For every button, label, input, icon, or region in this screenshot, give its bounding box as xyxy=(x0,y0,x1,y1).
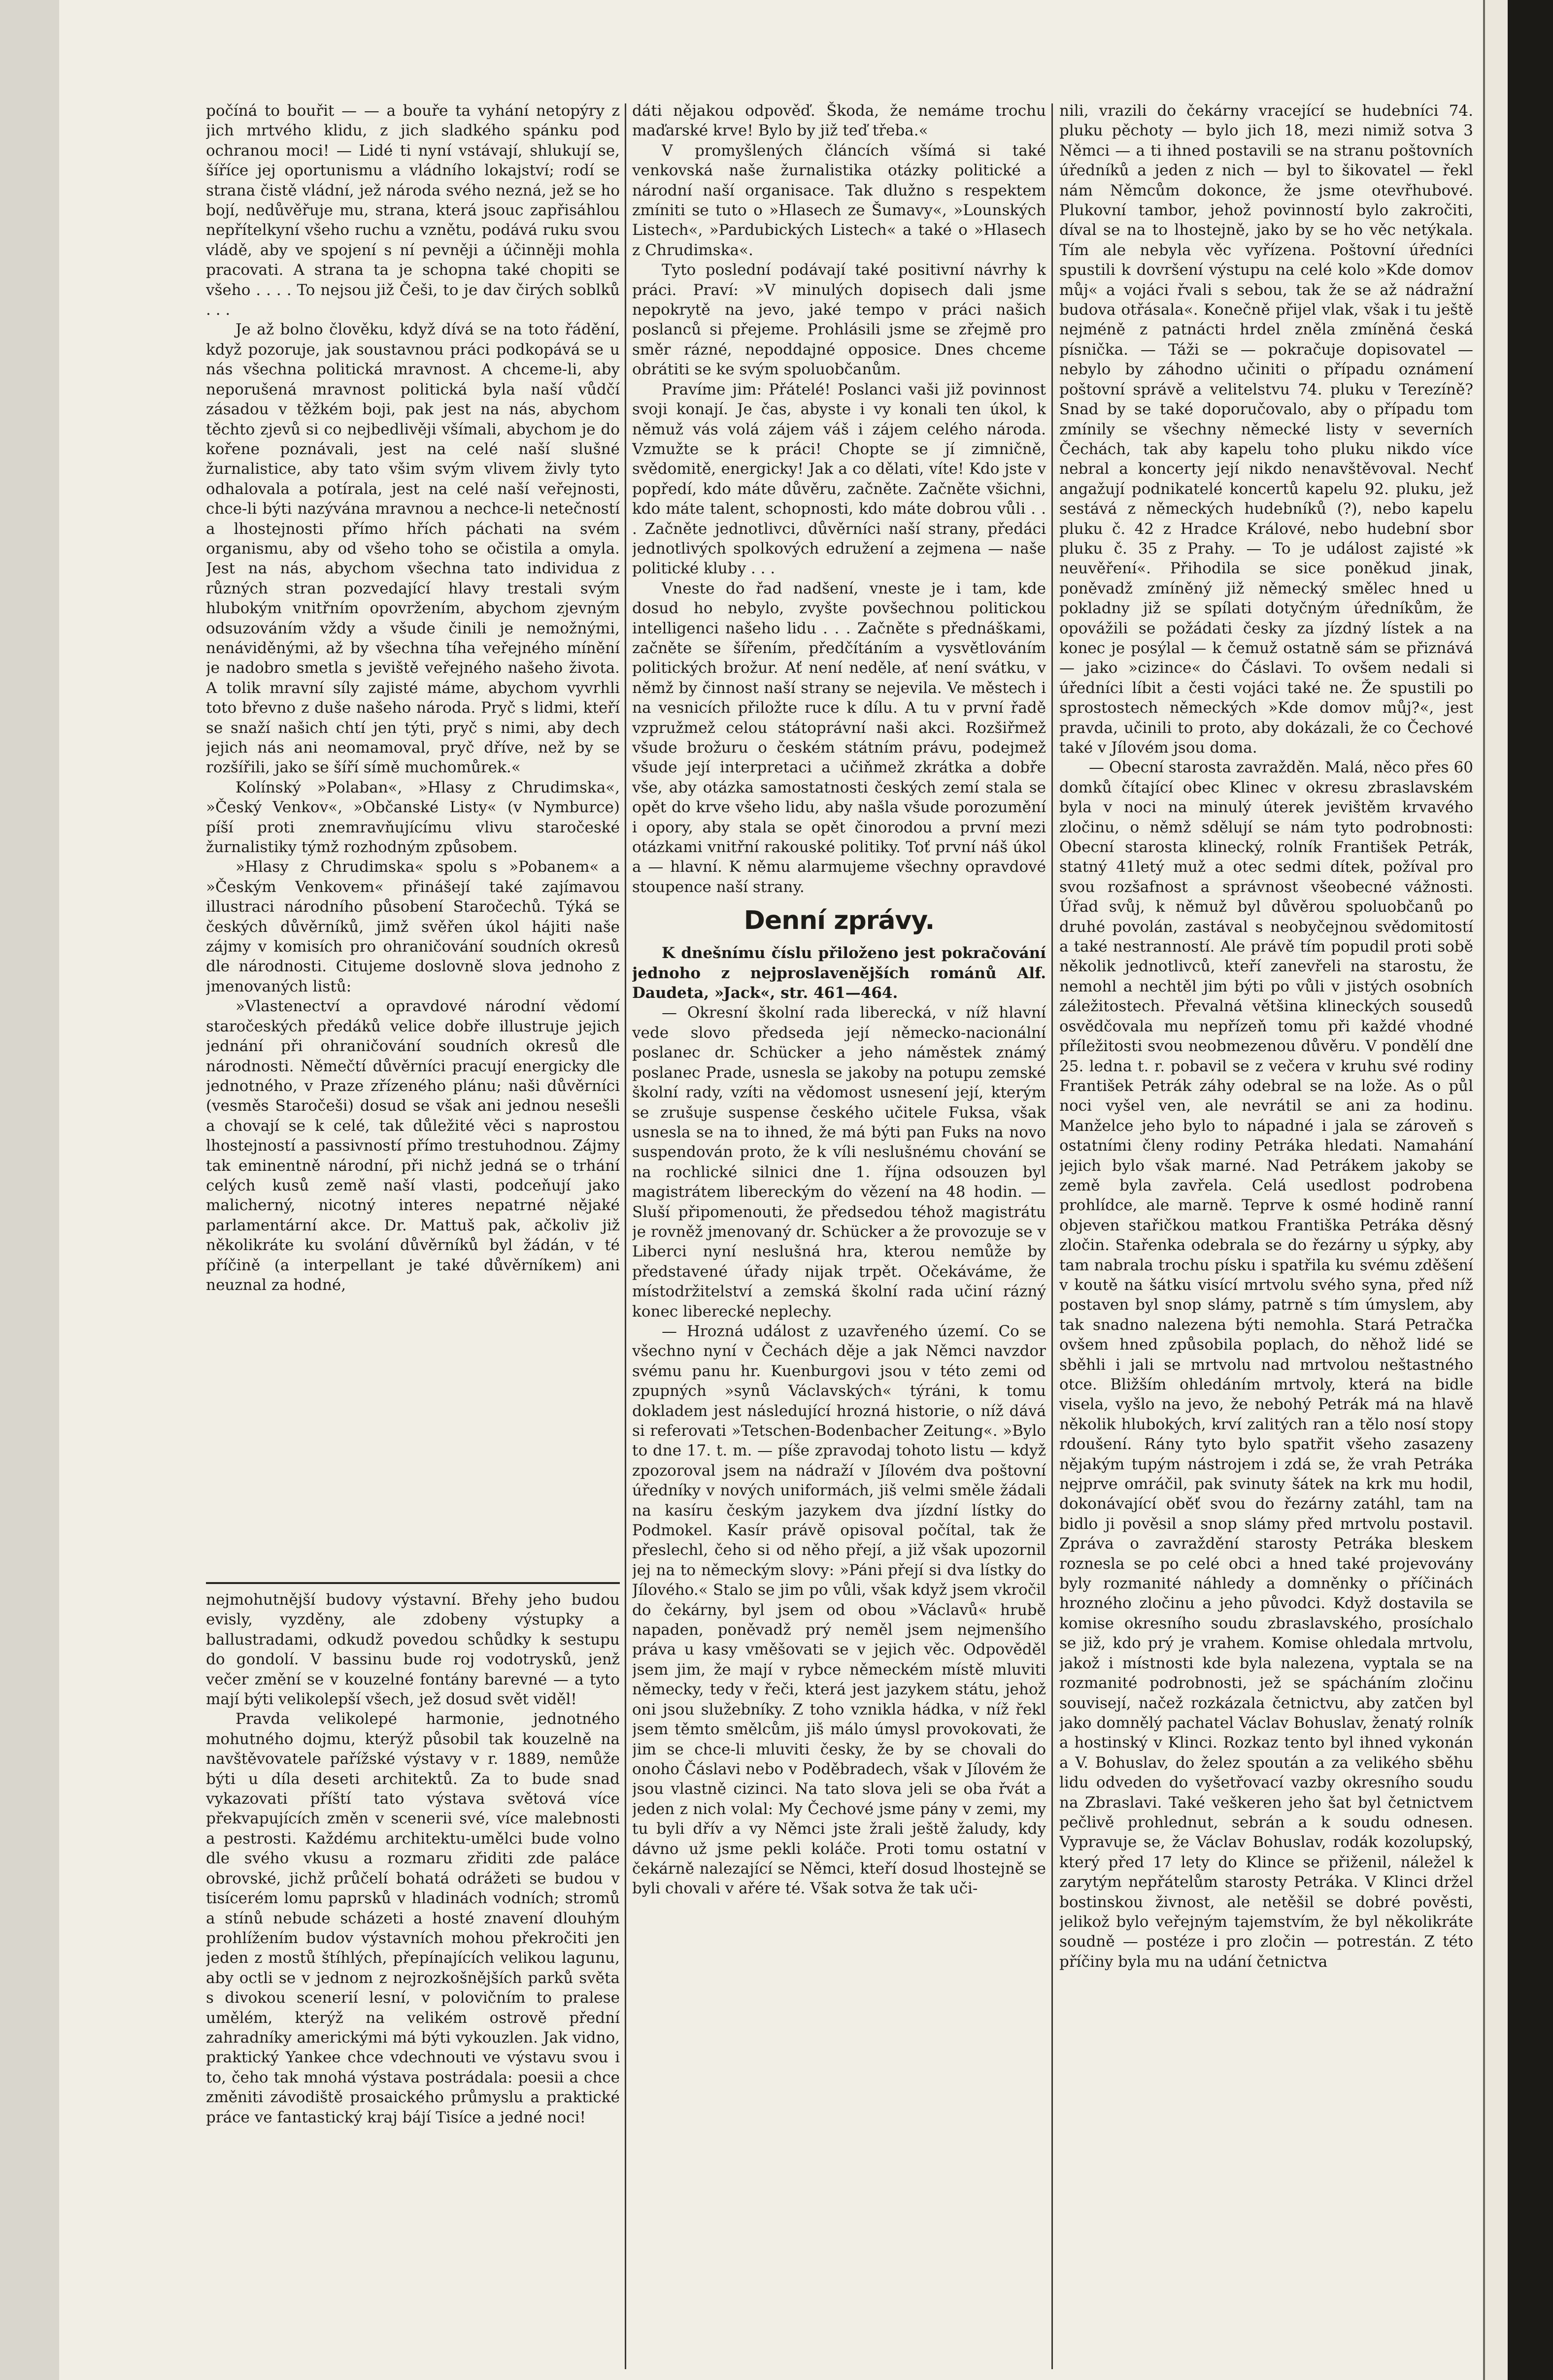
article-paragraph: dáti nějakou odpověď. Škoda, že nemáme trochu maďarské krve! Bylo by již teď třeba.« xyxy=(632,102,1046,140)
article-paragraph: Kolínský »Polaban«, »Hlasy z Chrudimska«, »Český Venkov«, »Občanské Listy« (v Nymburce) píší proti znemravňujícímu vlivu staročeské žurnalistiky týmž rozhodným způsobem. xyxy=(206,778,620,857)
column-divider xyxy=(625,103,626,2369)
news-item: — Obecní starosta zavražděn. Malá, něco přes 60 domků čítající obec Klinec v okresu zbraslavském byla v noci na minulý úterek jevištěm krvavého zločinu, o němž sdělují se nám tyto podrobnosti: Obecní starosta klinecký, rolník František Petrák, statný 41letý muž a otec sedmi dítek, požíval pro svou rozšafnost a správnost všeobecné vážnosti. Úřad svůj, k němuž byl důvěrou spoluobčanů po druhé povolán, zastával s neobyčejnou svědomitostí a také nestranností. Ale právě tím popudil proti sobě několik jednotlivců, kteří zanevřeli na starostu, že nemohl a nechtěl jim býti po vůli v jistých osobních záležitostech. Převalná většina klineckých sousedů osvědčovala mu nepřízeň tomu při každé vhodné příležitosti svou neobmezenou důvěru. V pondělí dne 25. ledna t. r. pobavil se z večera v kruhu své rodiny František Petrák záhy odebral se na lože. As o půl noci vyšel ven, ale nevrátil se ani za hodinu. Manželce jeho bylo to nápadné i jala se zároveň s ostatními členy rodiny Petráka hledati. Namahání jejich bylo však marné. Nad Petrákem jakoby se země byla zavřela. Celá usedlost podrobena prohlídce, ale marně. Teprve k osmé hodině ranní objeven stařičkou matkou Františka Petráka děsný zločin. Stařenka odebrala se do řezárny u sýpky, aby tam nabrala trochu písku i spatřila ku svému zděšení v koutě na šátku visící mrtvolu svého syna, před níž postaven byl snop slámy, patrně s tím úmyslem, aby tak snadno nalezena býti nemohla. Stará Petračka ovšem hned způsobila poplach, do něhož lidé se sběhli i jali se mrtvolu nad mrtvolou neštastného otce. Bližším ohledáním mrtvoly, která na bidle visela, vyšlo na jevo, že nebohý Petrák má na hlavě několik hlubokých, krví zalitých ran a tělo nosí stopy rdoušení. Rány tyto bylo spatřit všeho zasazeny nějakým tupým nástrojem i zdá se, že vrah Petráka nejprve omráčil, pak svinuty šátek na krk mu hodil, dokonávající oběť svou do řezárny zatáhl, tam na bidlo ji pověsil a snop slámy před mrtvolu postavil. Zpráva o zavraždění starosty Petráka bleskem roznesla se po celé obci a hned také projevovány byly rozmanité náhledy a domněnky o příčinách hrozného zločinu a jeho původci. Když dostavila se komise okresního soudu zbraslavského, prosíchalo se již, kdo prý je vrahem. Komise ohledala mrtvolu, jakož i místnosti kde byla nalezena, vyptala se na rozmanité podrobnosti, jež se spácháním zločinu souvisejí, načež rozkázala četnictvu, aby zatčen byl jako domnělý pachatel Václav Bohuslav, ženatý rolník a hostinský v Klinci. Rozkaz tento byl ihned vykonán a V. Bohuslav, do želez spoután a za velikého sběhu lidu odveden do vyšetřovací vazby okresního soudu na Zbraslavi. Také veškeren jeho šat byl četnictvem pečlivě prohlednut, sebrán a k soudu odnesen. Vypravuje se, že Václav Bohuslav, rodák kozolupský, který před 17 lety do Klince se přiženil, náležel k zarytým nepřátelům starosty Petráka. V Klinci držel bostinskou živnost, ale netěšil se dobré pověsti, jelikož bylo veřejným tajemstvím, že byl několikráte soudně — postéze i pro zločin — potrestán. Z této příčiny byla mu na udání četnictva xyxy=(1059,759,1473,1971)
article-paragraph: nili, vrazili do čekárny vracející se hudebníci 74. pluku pěchoty — bylo jich 18, mezi nimiž sotva 3 Němci — a ti ihned postavili se na stranu poštovních úředníků a jeden z nich — byl to šikovatel — řekl nám Němcům dokonce, že jsme otevřhubové. Plukovní tambor, jehož povinností bylo zakročiti, díval se na to lhostejně, jako by se ho věc netýkala. Tím ale nebyla věc vyřízena. Poštovní úředníci spustili k dovršení výstupu na celé kolo »Kde domov můj« a vojáci řvali s sebou, tak že se až nádražní budova otřásala«. Konečně přijel vlak, však i tu ještě nejméně z patnácti hrdel zněla zmíněná česká písnička. — Táži se — pokračuje dopisovatel — nebylo by záhodno učiniti o případu oznámení poštovní správě a velitelstvu 74. pluku v Terezíně? Snad by se také doporučovalo, aby o případu tom zmínily se všechny německé listy v severních Čechách, tak aby kapelu toho pluku nikdo více nebral a koncerty její nikdo nenavštěvoval. Nechť angažují podnikatelé koncertů kapelu 92. pluku, jež sestává z německých hudebníků (?), nebo kapelu pluku č. 42 z Hradce Králové, nebo hudební sbor pluku č. 35 z Prahy. — To je událost zajisté »k neuvěření«. Přihodila se sice poněkud jinak, poněvadž zmíněný již německý smělec hned u pokladny již se spílati dotyčným úředníkům, že opovážili se požádati česky za jízdný lístek a na konec je posýlal — k čemuž ostatně sám se přiznává — jako »cizince« do Čáslavi. To ovšem nedali si úředníci líbit a česti vojáci také ne. Že spustili po sprostostech německých »Kde domov můj?«, jest pravda, učinili to proto, aby dokázali, že co Čechové také v Jílovém jsou doma. xyxy=(1059,102,1473,757)
column-divider xyxy=(1051,103,1053,2369)
article-paragraph: V promyšlených článcích všímá si také venkovská naše žurnalistika otázky politické a národní naší organisace. Tak dlužno s respektem zmíniti se tuto o »Hlasech ze Šumavy«, »Lounských Listech«, »Pardubických Listech« a také o »Hlasech z Chrudimska«. xyxy=(632,141,1046,259)
section-rule xyxy=(206,1582,620,1584)
news-item: — Okresní školní rada liberecká, v níž hlavní vede slovo předseda její německo-nacionální poslanec dr. Schücker a jeho náměstek známý poslanec Prade, usnesla se jakoby na potupu zemské školní rady, vzíti na vědomost usnesení její, kterým se zrušuje suspense českého učitele Fuksa, však usnesla se na to ihned, že má býti pan Fuks na novo suspendován proto, že k víli neslušnému chování se na rochlické silnici dne 1. října odsouzen byl magistrátem libereckým do vězení na 48 hodin. — Sluší připomenouti, že předsedou téhož magistrátu je rovněž jmenovaný dr. Schücker a že provozuje se v Liberci nyní neslušná hra, kterou nemůže by představené úřady nijak trpět. Očekáváme, že místodržitelství a zemská školní rada učiní rázný konec liberecké neplechy. xyxy=(632,1004,1046,1321)
column-1-upper xyxy=(206,101,620,1579)
section-heading: Denní zprávy. xyxy=(743,906,935,936)
news-item-supplement: K dnešnímu číslu přiloženo jest pokračování jednoho z nejproslavenějších románů Alf. Daudeta, »Jack«, str. 461—464. xyxy=(632,944,1046,1002)
column-3 xyxy=(1059,101,1473,2380)
article-paragraph: nejmohutnější budovy výstavní. Břehy jeho budou evisly, vyzděny, ale zdobeny výstupky a ballustradami, odkudž povedou schůdky k sestupu do gondolí. V bassinu bude roj vodotrysků, jenž večer změní se v kouzelné fontány barevné — a tyto mají býti velikolepší všech, jež dosud svět viděl! xyxy=(206,1591,620,1709)
column-2 xyxy=(632,101,1046,2380)
scan-left-margin xyxy=(0,0,59,2380)
news-item: — Hrozná událost z uzavřeného území. Co se všechno nyní v Čechách děje a jak Němci navzdor svému panu hr. Kuenburgovi jsou v této zemi od zpupných »synů Václavských« týráni, k tomu dokladem jest následující hrozná historie, o níž dává si referovati »Tetschen-Bodenbacher Zeitung«. »Bylo to dne 17. t. m. — píše zpravodaj tohoto listu — když zpozoroval jsem na nádraží v Jílovém dva poštovní úředníky v nových uniformách, jiš velmi směle žádali na kasíru českým jazykem dva jízdní lístky do Podmokel. Kasír právě opisoval počítal, tak že přeslechl, čeho si od něho přejí, a již však upozornil jej na to německým slovy: »Páni přejí si dva lístky do Jílového.« Stalo se jim po vůli, však když jsem vkročil do čekárny, byl jsem od obou »Václavů« hrubě napaden, poněvadž prý neměl jsem nejmenšího práva u kasy vměšovati se v jejich věc. Odpověděl jsem jim, že mají v rybce německém místě mluviti německy, tedy v řeči, která jest jazykem státu, jehož oni jsou služebníky. Z toho vznikla hádka, v níž řekl jsem těmto smělcům, jiš málo úmysl provokovati, že jim se chce-li mluviti česky, že by se chovali do onoho Čáslavi nebo v Poděbradech, však v Jílovém že jsou vlastně cizinci. Na tato slova jeli se oba řvát a jeden z nich volal: My Čechové jsme pány v zemi, my tu byli dřív a vy Němci jste žrali ještě žaludy, kdy dávno už jsme pekli koláče. Proti tomu ostatní v čekárně nalezající se Němci, kteří dosud lhostejně se byli chovali v ařére té. Však sotva že tak uči- xyxy=(632,1322,1046,1898)
article-paragraph: Pravda velikolepé harmonie, jednotného mohutného dojmu, kterýž působil tak kouzelně na navštěvovatele pařížské výstavy v r. 1889, nemůže býti u díla deseti architektů. Za to bude snad vykazovati příští tato výstava světová více překvapujících změn v scenerii své, více malebnosti a pestrosti. Každému architektu-umělci bude volno dle svého vkusu a rozmaru zřiditi zde paláce obrovské, jichž průčelí bohatá odrážeti se budou v tisícerém lomu paprsků v hladinách vodních; stromů a stínů nebude scházeti a hosté znavení dlouhým prohlížením budov výstavních mohou překročiti jen jeden z mostů štíhlých, přepínajících velikou lagunu, aby octli se v jednom z nejrozkošnějších parků světa s divokou scenerií lesní, v polovičním to pralese umělém, kterýž na velikém ostrově přední zahradníky americkými má býti vykouzlen. Jak vidno, praktický Yankee chce vdechnouti ve výstavu svou i to, čeho tak mnohá výstava postrádala: poesii a chce změniti závodiště prosaického průmyslu a praktické práce ve fantastický kraj bájí Tisíce a jedné noci! xyxy=(206,1710,620,2126)
article-paragraph: Je až bolno člověku, když dívá se na toto řádění, když pozoruje, jak soustavnou práci podkopává se u nás všechna politická mravnost. A chceme-li, aby neporušená mravnost politická byla naší vůdčí zásadou v těžkém boji, pak jest na nás, abychom těchto zjevů si co nejbedlivěji všímali, abychom je do kořene poznávali, jest na celé naší slušné žurnalistice, aby tato všim svým vlivem živly tyto odhalovala a potírala, jest na celé naší veřejnosti, chce-li býti nazývána mravnou a nechce-li netečností a lhostejnosti přímo hřích páchati na svém organismu, aby od všeho toho se očistila a omyla. Jest na nás, abychom všechna tato individua z různých stran pozvedající hlavy trestali svým hlubokým vnitřním opovržením, abychom zjevným odsuzováním vždy a všude činili je nemožnými, nenáviděnými, až by všechna tíha veřejného mínění je nadobro smetla s jeviště veřejného našeho života. A tolik mravní síly zajisté máme, abychom vyvrhli toto břevno z duše našeho národa. Pryč s lidmi, kteří se snaží našich chtí jen týti, pryč s nimi, aby dech jejich nás ani neomamoval, pryč dříve, než by se rozšířili, jako se šíří símě muchomůrek.« xyxy=(206,321,620,777)
column-1-feuilleton xyxy=(206,1590,620,2378)
article-paragraph: Vneste do řad nadšení, vneste je i tam, kde dosud ho nebylo, zvyšte povšechnou politickou intelligenci našeho lidu . . . Začněte s přednáškami, začněte se šířením, předčítáním a vysvětlováním politických brožur. Ať není neděle, ať není svátku, v němž by činnost naší strany se nejevila. Ve městech i na vesnicích přiložte ruce k dílu. A tu v první řadě vzpružmež celou státoprávní naši akci. Rozšiřmež všude brožuru o českém státním právu, podejmež všude její interpretaci a učiňmež zkrátka a dobře vše, aby otázka samostatnosti českých zemí stala se opět do krve všeho lidu, aby našla všude porozumění i opory, aby stala se opět činorodou a první mezi otázkami vnitřní rakouské politiky. Toť první náš úkol a — hlavní. K němu alarmujeme všechny opravdové stoupence naší strany. xyxy=(632,579,1046,896)
article-paragraph: Pravíme jim: Přátelé! Poslanci vaši již povinnost svoji konají. Je čas, abyste i vy konali ten úkol, k němuž vás volá zájem váš i zájem celého národa. Vzmužte se k práci! Chopte se jí zimničně, svědomitě, energicky! Jak a co dělati, víte! Kdo jste v popředí, kdo máte důvěru, začněte. Začněte všichni, kdo máte talent, schopnosti, kdo máte dobrou vůli . . . Začněte jednotlivci, důvěrníci naší strany, předáci jednotlivých spolkových edružení a zejmena — naše politické kluby . . . xyxy=(632,380,1046,578)
article-paragraph: počíná to bouřit — — a bouře ta vyhání netopýry z jich mrtvého klidu, z jich sladkého spánku pod ochranou moci! — Lidé ti nyní vstávají, shlukují se, šíříce jej oportunismu a vládního lokajství; rodí se strana čistě vládní, jež národa svého nezná, jež se ho bojí, nedůvěřuje mu, strana, která jsouc zapřisáhlou nepřítelkyní všeho ruchu a vznětu, podává ruku svou vládě, aby ve spojení s ní pevněji a účinněji mohla pracovati. A strana ta je schopna také chopiti se všeho . . . . To nejsou již Češi, to je dav čirých soblků . . . xyxy=(206,102,620,319)
article-paragraph: »Hlasy z Chrudimska« spolu s »Pobanem« a »Českým Venkovem« přinášejí také zajímavou illustraci národního působení Staročechů. Týká se českých důvěrníků, jimž svěřen úkol hájiti naše zájmy v komisích pro ohraničování soudních okresů dle národnosti. Citujeme doslovně slova jednoho z jmenovaných listů: xyxy=(206,858,620,995)
article-paragraph: »Vlastenectví a opravdové národní vědomí staročeských předáků velice dobře illustruje jejich jednání při ohraničování soudních okresů dle národnosti. Němečtí důvěrníci pracují energicky dle jednotného, v Praze zřízeného plánu; naši důvěrníci (vesměs Staročeši) dosud se však ani jednou nesešli a chovají se k celé, tak důležité věci s naprostou lhostejností a passivností přímo trestuhodnou. Zájmy tak eminentně národní, při nichž jedná se o trhání celých kusů země naší vlasti, podceňují jako malicherný, nicotný interes nepatrné nějaké parlamentární akce. Dr. Mattuš pak, ačkoliv již několikráte ku svolání důvěrníků byl žádán, v té příčině (a interpellant je také důvěrníkem) ani neuznal za hodné, xyxy=(206,997,620,1294)
article-paragraph: Tyto poslední podávají také positivní návrhy k práci. Praví: »V minulých dopisech dali jsme nepokrytě na jevo, jaké tempo v práci našich poslanců si přejeme. Prohlásili jsme se zřejmě pro směr rázné, nepoddajné opposice. Dnes chceme obrátiti se ke svým spoluobčanům. xyxy=(632,261,1046,379)
scan-dark-border xyxy=(1508,0,1553,2380)
scan-page-edge xyxy=(1483,0,1510,2380)
